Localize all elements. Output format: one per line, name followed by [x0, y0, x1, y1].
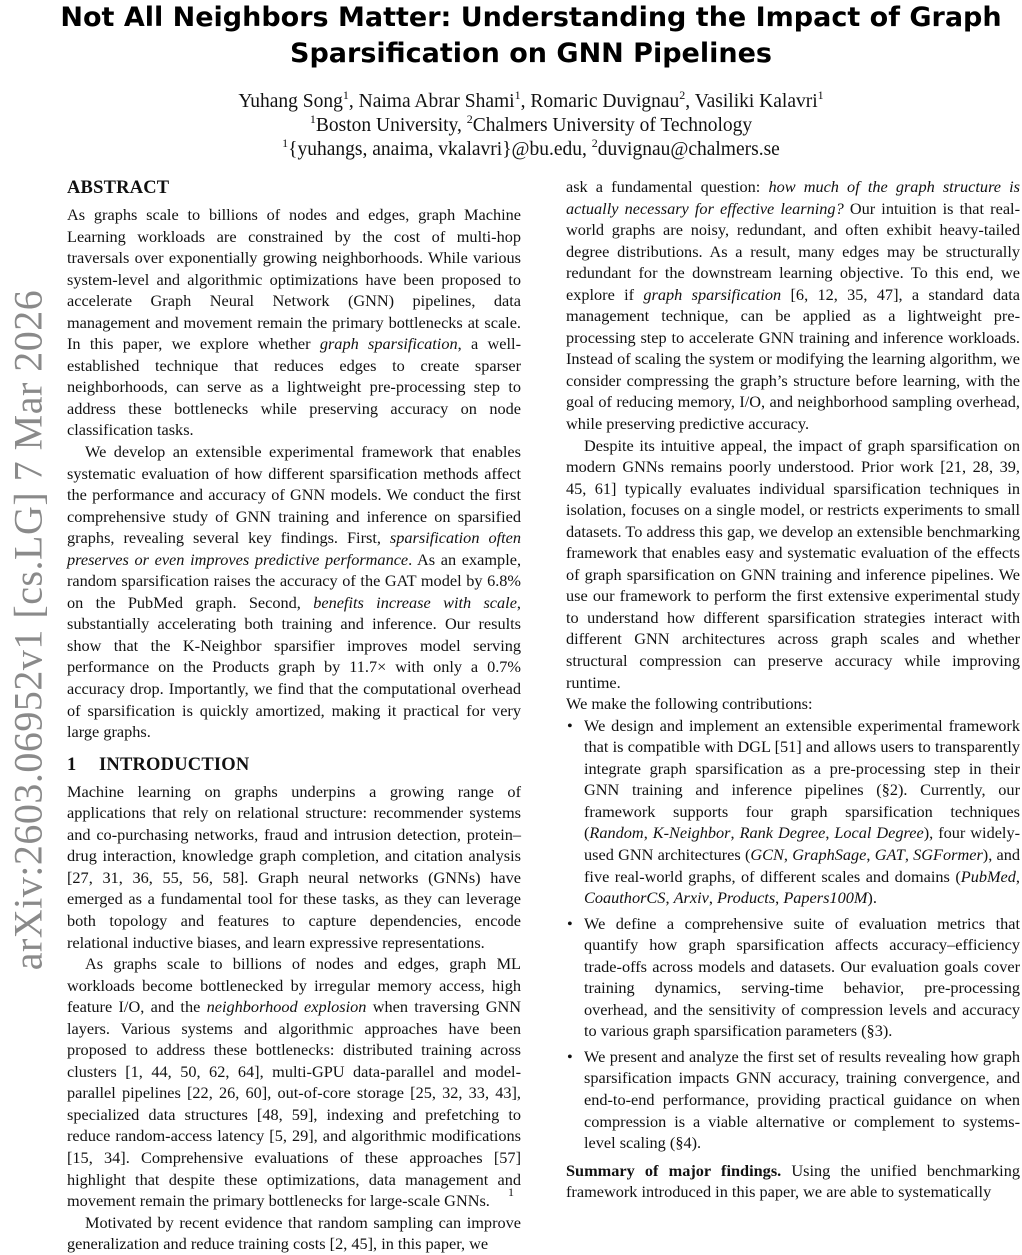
affiliation-1: Boston University,: [315, 115, 467, 136]
introduction-heading: [67, 753, 521, 777]
author-name: Vasiliki Kalavri: [694, 91, 818, 112]
emphasis: Random: [589, 823, 644, 843]
emphasis: how much of the graph structure is actually necessary for effective learning?: [566, 177, 1020, 218]
author-list: [60, 87, 1002, 114]
text-run: when traversing GNN layers. Various systems and algorithmic approaches have been proposed to address these bottlenecks: distributed training across clusters [1, 44, 50, 62, 64], multi-GPU data-parallel and model-parallel pipelines [22, 26, 60], out-of-core storage [25, 32, 33, 43], specialized data structures [48, 59], indexing and prefetching to reduce random-access latency [5, 29], and algorithmic modifications [15, 34]. Comprehensive evaluations of these approaches [57] highlight that despite these optimizations, data management and movement remain the primary bottlenecks for large-scale GNNs.: [67, 997, 521, 1211]
text-run: ,: [775, 888, 784, 908]
emphasis: GCN: [750, 844, 784, 864]
affiliations: [60, 111, 1002, 138]
emphasis: GraphSage: [792, 844, 867, 864]
email-2: duvignau@chalmers.se: [597, 139, 780, 160]
text-run: We develop an extensible experimental framework that enables systematic evaluation of how different sparsification methods affect the performance and accuracy of GNN models. We conduct the first comprehensive study of GNN training and inference on sparsified graphs, revealing several key findings. First,: [67, 442, 521, 548]
emphasis: benefits increase with scale: [313, 592, 517, 612]
summary-heading: Summary of major findings.: [566, 1160, 782, 1180]
left-column: [67, 176, 521, 1255]
text-run: [6, 12, 35, 47], a standard data management technique, can be applied as a lightweight pre-processing step to accelerate GNN training and inference workloads. Instead of scaling the system or modifying the learning algorithm, we consider compressing the graph’s structure before learning, with the goal of reducing memory, I/O, and neighborhood sampling overhead, while preserving predictive accuracy.: [566, 284, 1021, 434]
text-run: ,: [665, 888, 674, 908]
author-affiliation-mark: 1: [514, 87, 521, 102]
affiliation-mark: 1: [309, 111, 316, 126]
emphasis: K-Neighbor: [652, 823, 731, 843]
author-name: Romaric Duvignau: [530, 91, 680, 112]
text-run: Using the unified benchmarking framework introduced in this paper, we are able to systematically: [566, 1160, 1020, 1202]
paper-title-line-2: Sparsification on GNN Pipelines: [290, 38, 772, 69]
text-run: ,: [904, 844, 914, 864]
right-paragraph-2: Despite its intuitive appeal, the impact of graph sparsification on modern GNNs remains poorly understood. Prior work [21, 28, 39, 45, 61] typically evaluates individual sparsification techniques in isolation, focuses on a single model, or restricts experiments to small datasets. To address this gap, we develop an extensible benchmarking framework that enables easy and systematic evaluation of the effects of graph sparsification on GNN training and inference pipelines. We use our framework to perform the first extensive experimental study to understand how different sparsification strategies interact with different GNN architectures across graph scales and whether structural compression can preserve accuracy while improving runtime.: [566, 435, 1020, 692]
text-run: ,: [708, 888, 717, 908]
text-run: We design and implement an extensible experimental framework that is compatible with DGL [51] and allows users to transparently integrate graph sparsification as a pre-processing step in their GNN training and inference pipelines (§2). Currently, our framework supports four graph sparsification techniques (: [584, 715, 1020, 843]
emphasis: graph sparsification: [319, 334, 458, 354]
text-run: ask a fundamental question:: [566, 177, 769, 196]
email-mark: 1: [282, 135, 289, 150]
right-paragraph-1: [566, 176, 1020, 435]
text-run: ,: [783, 844, 793, 864]
text-run: ,: [1015, 866, 1020, 886]
text-run: Our intuition is that real-world graphs are noisy, redundant, and often exhibit heavy-tailed degree distributions. As a result, many edges may be structurally redundant for the downstream learning objective. To this end, we explore if: [566, 198, 1020, 304]
emphasis: Products: [716, 888, 776, 908]
contributions-list: [566, 715, 1020, 1154]
emphasis: Papers100M: [783, 888, 868, 908]
author-name: Naima Abrar Shami: [358, 91, 515, 112]
author-block: [60, 87, 1002, 162]
contributions-intro: We make the following contributions:: [566, 694, 813, 714]
author-affiliation-mark: 1: [817, 87, 824, 102]
emphasis: CoauthorCS: [584, 888, 666, 908]
right-column: [566, 176, 1020, 1203]
text-run: , substantially accelerating both training and inference. Our results show that the K-Neighbor sparsifier improves model serving performance on the Products graph by 11.7× with only a 0.7% accuracy drop. Importantly, we find that the computational overhead of sparsification is quickly amortized, making it practical for very large graphs.: [67, 592, 521, 742]
section-number: 1: [67, 754, 77, 775]
text-run: . As an example, random sparsification raises the accuracy of the GAT model by 6.8% on the PubMed graph. Second,: [67, 549, 522, 612]
text-run: ).: [867, 888, 877, 908]
text-run: , a well-established technique that reduces edges to create sparser neighborhoods, can serve as a lightweight pre-processing step to address these bottlenecks while preserving accuracy on node classification tasks.: [67, 334, 521, 440]
emphasis: graph sparsification: [643, 284, 782, 304]
section-title: INTRODUCTION: [99, 754, 250, 775]
arxiv-identifier-sidebar: [6, 250, 50, 1010]
emphasis: sparsification often preserves or even improves predictive performance: [67, 528, 521, 569]
author-separator: ,: [520, 91, 531, 112]
contribution-item: [566, 1046, 1020, 1154]
text-run: We present and analyze the first set of results revealing how graph sparsification impacts GNN accuracy, training convergence, and end-to-end performance, providing practical guidance on when compression is a viable alternative or complement to systems-level scaling (§4).: [584, 1046, 1020, 1153]
emphasis: Rank Degree: [739, 823, 826, 843]
author-name: Yuhang Song: [238, 91, 343, 112]
paper-title: [60, 0, 1002, 72]
affiliation-2: Chalmers University of Technology: [472, 115, 753, 136]
intro-paragraph-1: Machine learning on graphs underpins a growing range of applications that rely on relational structure: recommender systems and co-purchasing networks, fraud and intrusion detection, protein–drug interaction, knowledge graph completion, and citation analysis [27, 31, 36, 55, 56, 58]. Graph neural networks (GNNs) have emerged as a fundamental tool for these tasks, as they can leverage both topology and features to capture dependencies, encode relational inductive biases, and learn expressive representations.: [67, 781, 521, 952]
emphasis: PubMed: [960, 866, 1016, 886]
page-number: 1: [508, 1185, 514, 1199]
emphasis: neighborhood explosion: [206, 997, 367, 1017]
email-1: {yuhangs, anaima, vkalavri}@bu.edu,: [288, 139, 592, 160]
emphasis: Arxiv: [673, 888, 709, 908]
author-affiliation-mark: 1: [342, 87, 349, 102]
abstract-paragraph-1: [67, 204, 521, 441]
intro-paragraph-2: [67, 953, 521, 1212]
author-affiliation-mark: 2: [679, 87, 686, 102]
text-run: As graphs scale to billions of nodes and edges, graph Machine Learning workloads are constrained by the cost of multi-hop traversals over exponentially growing neighborhoods. While various system-level and algorithmic optimizations have been proposed to accelerate Graph Neural Network (GNN) pipelines, data management and movement remain the primary bottlenecks at scale. In this paper, we explore whether: [67, 205, 521, 354]
affiliation-mark: 2: [466, 111, 473, 126]
text-run: We define a comprehensive suite of evaluation metrics that quantify how graph sparsification affects accuracy–efficiency trade-offs across models and datasets. Our evaluation goals cover training dynamics, serving-time behavior, pre-processing overhead, and the sensitivity of compression levels and accuracy to various graph sparsification parameters (§3).: [584, 913, 1020, 1041]
abstract-paragraph-2: [67, 441, 521, 743]
emphasis: GAT: [874, 844, 905, 864]
emphasis: SGFormer: [913, 844, 983, 864]
text-run: ), four widely-used GNN architectures (: [584, 823, 1021, 864]
text-run: ), and five real-world graphs, of different scales and domains (: [584, 844, 1021, 886]
text-run: ,: [825, 823, 835, 843]
emphasis: Local Degree: [834, 823, 924, 843]
emails: [60, 135, 1002, 162]
author-separator: ,: [685, 91, 695, 112]
bullet: •: [567, 913, 573, 933]
text-run: ,: [643, 823, 653, 843]
author-separator: ,: [348, 91, 359, 112]
contribution-item: [566, 715, 1020, 909]
contribution-item: [566, 913, 1020, 1042]
bullet: •: [567, 715, 573, 735]
abstract-heading: ABSTRACT: [67, 178, 170, 198]
paper-title-line-1: Not All Neighbors Matter: Understanding the Impact of Graph: [60, 2, 1002, 33]
email-mark: 2: [591, 135, 598, 150]
text-run: ,: [730, 823, 740, 843]
intro-paragraph-3: Motivated by recent evidence that random sampling can improve generalization and reduce training costs [2, 45], in this paper, we: [67, 1212, 521, 1254]
bullet: •: [567, 1046, 573, 1066]
text-run: As graphs scale to billions of nodes and edges, graph ML workloads become bottlenecked by irregular memory access, high feature I/O, and the: [67, 954, 521, 1017]
text-run: ,: [866, 844, 875, 864]
arxiv-identifier: arXiv:2603.06952v1 [cs.LG] 7 Mar 2026: [5, 289, 51, 971]
